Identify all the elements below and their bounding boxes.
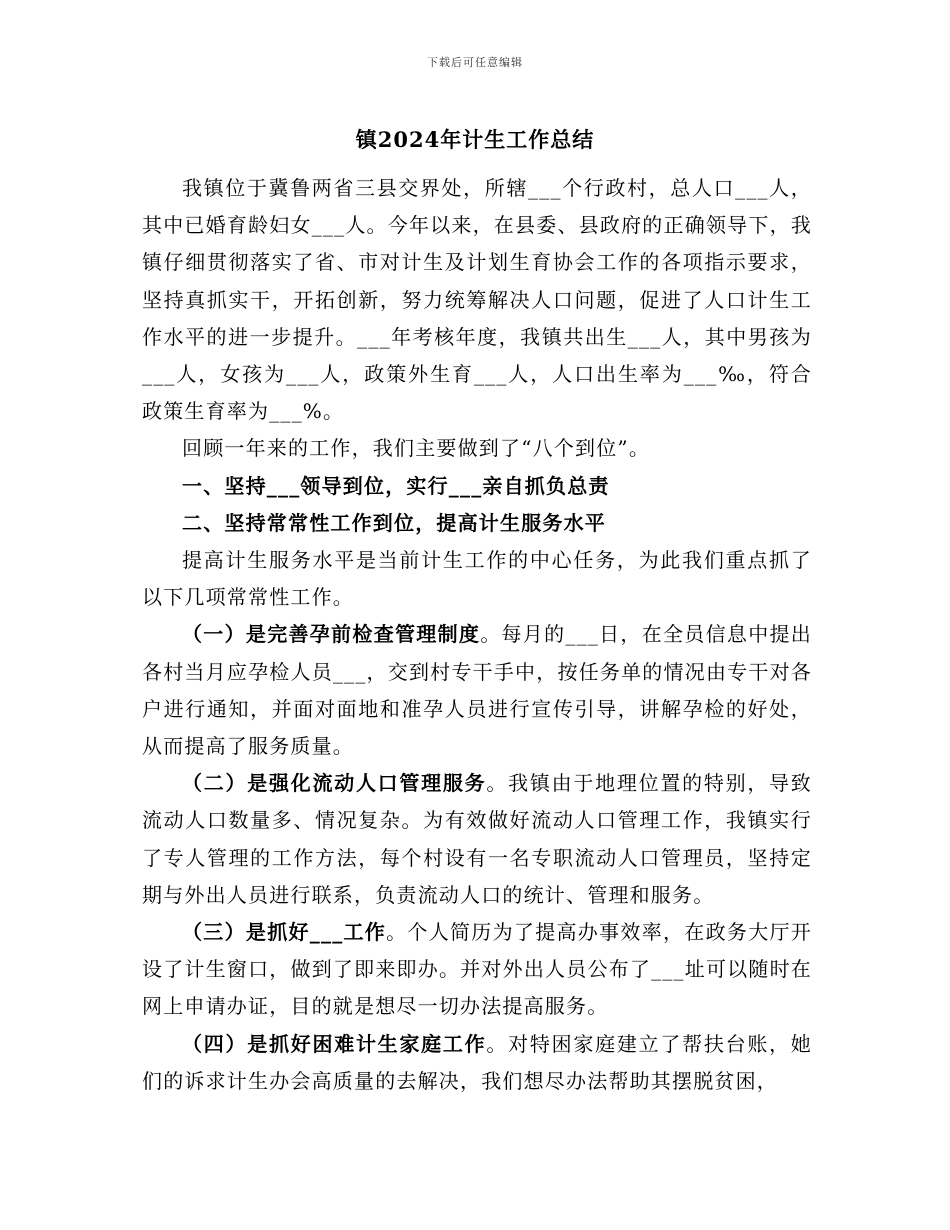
item-lead-4: （四）是抓好困难计生家庭工作: [182, 1031, 487, 1056]
intro-paragraph: 我镇位于冀鲁两省三县交界处，所辖___个行政村，总人口___人，其中已婚育龄妇女___人。今年以来，在县委、县政府的正确领导下，我镇仔细贯彻落实了省、市对计生及计划生育协会工作的各项指示要求，坚持真抓实干，开拓创新，努力统筹解决人口问题，促进了人口计生工作水平的进一步提升。___年考核年度，我镇共出生___人，其中男孩为___人，女孩为___人，政策外生育___人，人口出生率为___‰，符合政策生育率为___%。: [142, 176, 812, 424]
section-heading-1: 一、坚持___领导到位，实行___亲自抓负总责: [182, 473, 610, 498]
item-lead-2: （二）是强化流动人口管理服务: [182, 771, 487, 796]
item-text-2: 。我镇由于地理位置的特别，导致流动人口数量多、情况复杂。为有效做好流动人口管理工作，我镇实行了专人管理的工作方法，每个村设有一名专职流动人口管理员，坚持定期与外出人员进行联系，负责流动人口的统计、管理和服务。: [142, 771, 812, 907]
document-body: [142, 170, 812, 1100]
item-lead-3: （三）是抓好___工作: [182, 920, 387, 945]
item-text-1: 。每月的___日，在全员信息中提出各村当月应孕检人员___，交到村专干手中，按任务单的情况由专干对各户进行通知，并面对面地和准孕人员进行宣传引导，讲解孕检的好处，从而提高了服务质量。: [142, 622, 812, 759]
item-paragraph-1: [142, 616, 812, 765]
section-heading-2: 二、坚持常常性工作到位，提高计生服务水平: [182, 510, 606, 535]
item-paragraph-3: [142, 914, 812, 1026]
document-title: 镇2024年计生工作总结: [355, 127, 595, 152]
item-lead-1: （一）是完善孕前检查管理制度: [182, 622, 481, 647]
item-text-4: 。对特困家庭建立了帮扶台账，她们的诉求计生办会高质量的去解决，我们想尽办法帮助其摆脱贫困，: [142, 1031, 812, 1093]
page-header-note: 下载后可任意编辑: [427, 56, 523, 69]
review-paragraph: 回顾一年来的工作，我们主要做到了“八个到位”。: [182, 436, 651, 461]
section2-intro-paragraph: 提高计生服务水平是当前计生工作的中心任务，为此我们重点抓了以下几项常常性工作。: [142, 548, 812, 610]
item-paragraph-2: [142, 765, 812, 914]
item-paragraph-4: [142, 1026, 812, 1100]
item-text-3: 。个人简历为了提高办事效率，在政务大厅开设了计生窗口，做到了即来即办。并对外出人员公布了___址可以随时在网上申请办证，目的就是想尽一切办法提高服务。: [142, 920, 813, 1019]
